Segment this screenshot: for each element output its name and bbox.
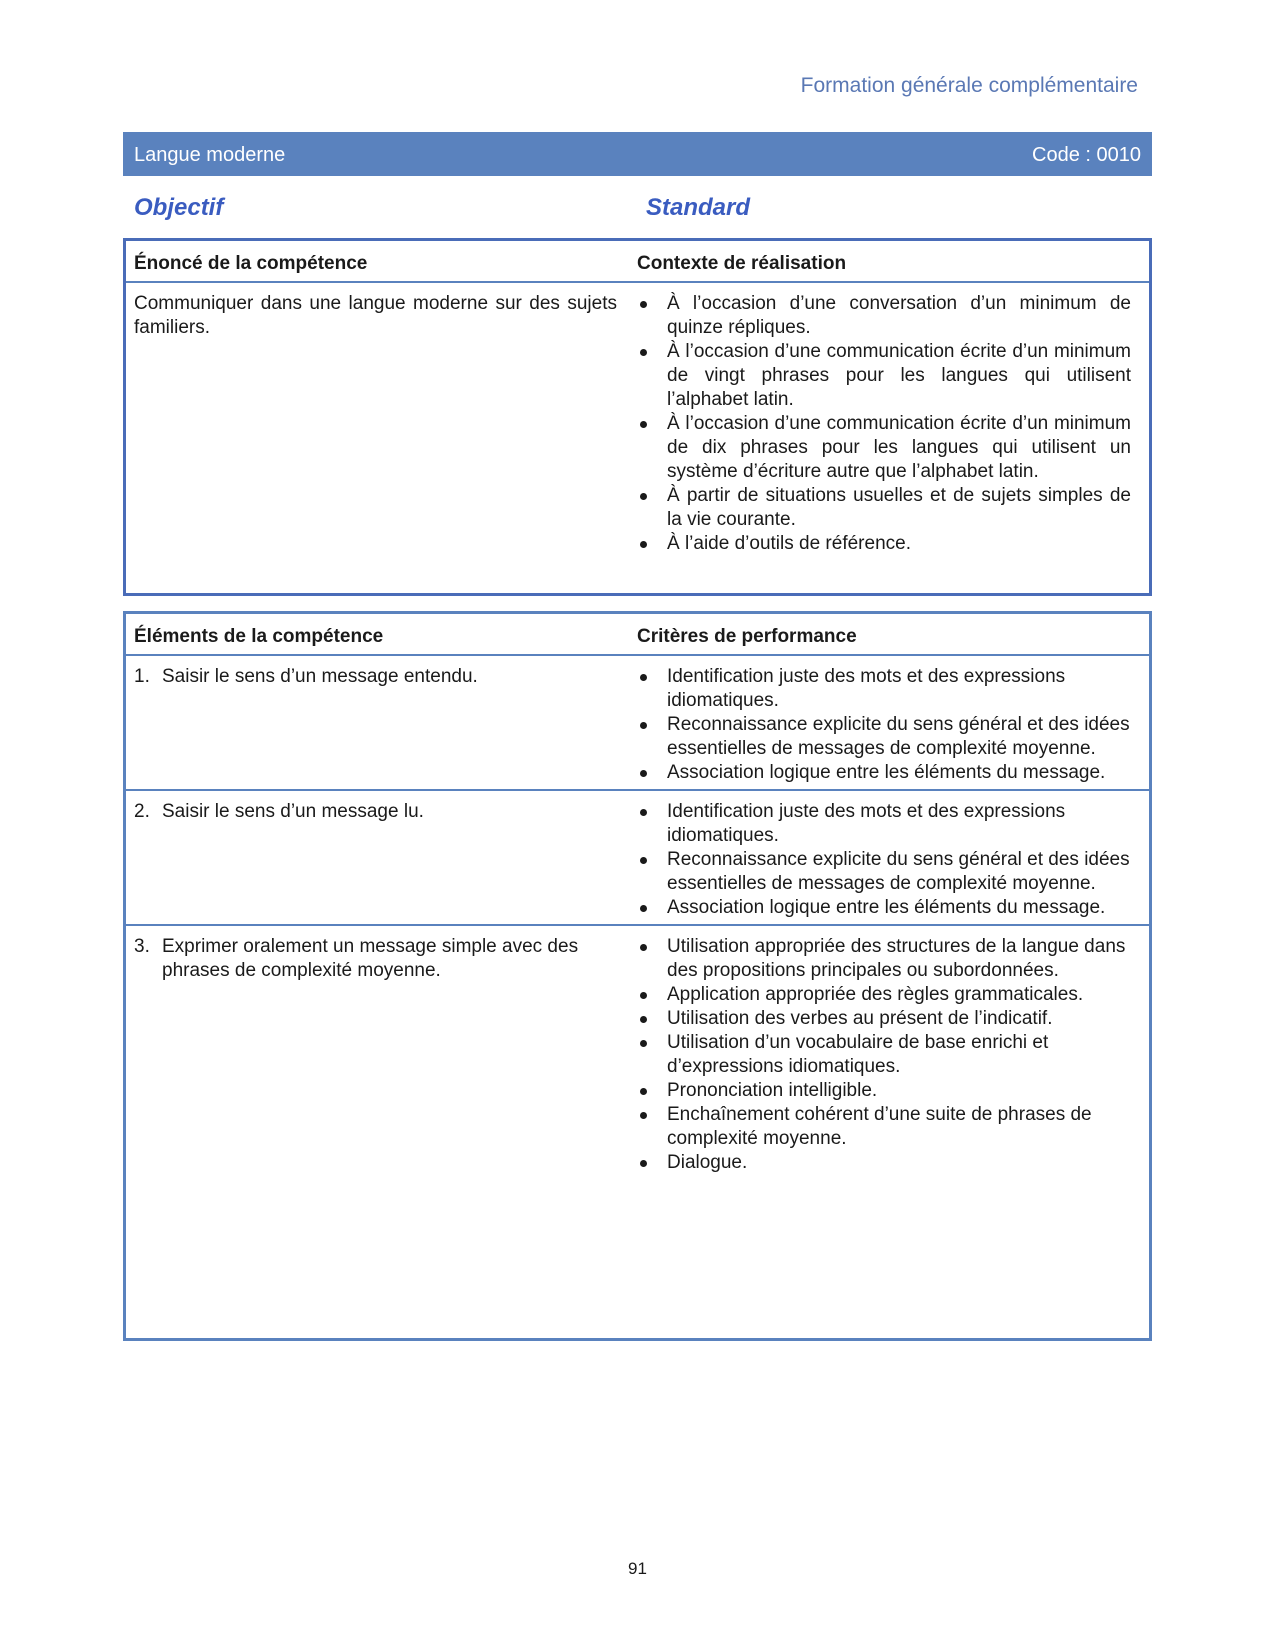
course-bar bbox=[123, 132, 1152, 176]
course-code: Code : 0010 bbox=[1032, 144, 1141, 166]
competency-element bbox=[134, 800, 617, 824]
table-row bbox=[126, 656, 1149, 791]
criteria-list bbox=[637, 800, 1131, 920]
context-item: À l’aide d’outils de référence. bbox=[637, 532, 1131, 556]
context-item: À l’occasion d’une communication écrite d’un minimum de vingt phrases pour les langues qui utilisent l’alphabet latin. bbox=[637, 340, 1131, 412]
element-text: Saisir le sens d’un message lu. bbox=[162, 801, 424, 822]
elements-header: Éléments de la compétence bbox=[134, 626, 384, 647]
running-header: Formation générale complémentaire bbox=[800, 74, 1138, 97]
criteria-item: Dialogue. bbox=[637, 1151, 1131, 1175]
statement-header: Énoncé de la compétence bbox=[134, 253, 368, 274]
element-number: 3. bbox=[134, 936, 150, 957]
criteria-header: Critères de performance bbox=[637, 626, 857, 647]
page-number: 91 bbox=[628, 1559, 647, 1578]
elements-table-header bbox=[126, 614, 1149, 656]
context-item: À partir de situations usuelles et de sujets simples de la vie courante. bbox=[637, 484, 1131, 532]
competency-element bbox=[134, 935, 617, 983]
context-header: Contexte de réalisation bbox=[637, 253, 847, 274]
course-name: Langue moderne bbox=[134, 144, 286, 166]
criteria-item: Identification juste des mots et des expressions idiomatiques. bbox=[637, 665, 1131, 713]
competency-element bbox=[134, 665, 617, 689]
criteria-item: Identification juste des mots et des expressions idiomatiques. bbox=[637, 800, 1131, 848]
criteria-item: Utilisation appropriée des structures de la langue dans des propositions principales ou subordonnées. bbox=[637, 935, 1131, 983]
criteria-list bbox=[637, 665, 1131, 785]
criteria-item: Utilisation d’un vocabulaire de base enrichi et d’expressions idiomatiques. bbox=[637, 1031, 1131, 1079]
table-row bbox=[126, 926, 1149, 1179]
element-number: 1. bbox=[134, 666, 150, 687]
criteria-item: Reconnaissance explicite du sens général et des idées essentielles de messages de complexité moyenne. bbox=[637, 713, 1131, 761]
criteria-item: Reconnaissance explicite du sens général et des idées essentielles de messages de complexité moyenne. bbox=[637, 848, 1131, 896]
element-text: Saisir le sens d’un message entendu. bbox=[162, 666, 478, 687]
criteria-item: Association logique entre les éléments du message. bbox=[637, 761, 1131, 785]
competency-statement-table bbox=[123, 238, 1152, 596]
criteria-list bbox=[637, 935, 1131, 1175]
context-item: À l’occasion d’une conversation d’un minimum de quinze répliques. bbox=[637, 292, 1131, 340]
element-text: Exprimer oralement un message simple avec des phrases de complexité moyenne. bbox=[162, 936, 579, 981]
criteria-item: Association logique entre les éléments du message. bbox=[637, 896, 1131, 920]
standard-heading: Standard bbox=[646, 194, 751, 221]
competency-statement: Communiquer dans une langue moderne sur des sujets familiers. bbox=[134, 293, 617, 338]
criteria-item: Utilisation des verbes au présent de l’indicatif. bbox=[637, 1007, 1131, 1031]
context-item: À l’occasion d’une communication écrite d’un minimum de dix phrases pour les langues qui utilisent un système d’écriture autre que l’alphabet latin. bbox=[637, 412, 1131, 484]
objectif-heading: Objectif bbox=[134, 194, 224, 221]
statement-table-header bbox=[126, 241, 1149, 283]
statement-row bbox=[126, 283, 1149, 556]
criteria-item: Application appropriée des règles grammaticales. bbox=[637, 983, 1131, 1007]
criteria-item: Enchaînement cohérent d’une suite de phrases de complexité moyenne. bbox=[637, 1103, 1131, 1151]
context-list bbox=[637, 292, 1131, 556]
criteria-item: Prononciation intelligible. bbox=[637, 1079, 1131, 1103]
competency-elements-table bbox=[123, 611, 1152, 1341]
element-number: 2. bbox=[134, 801, 150, 822]
table-row bbox=[126, 791, 1149, 926]
